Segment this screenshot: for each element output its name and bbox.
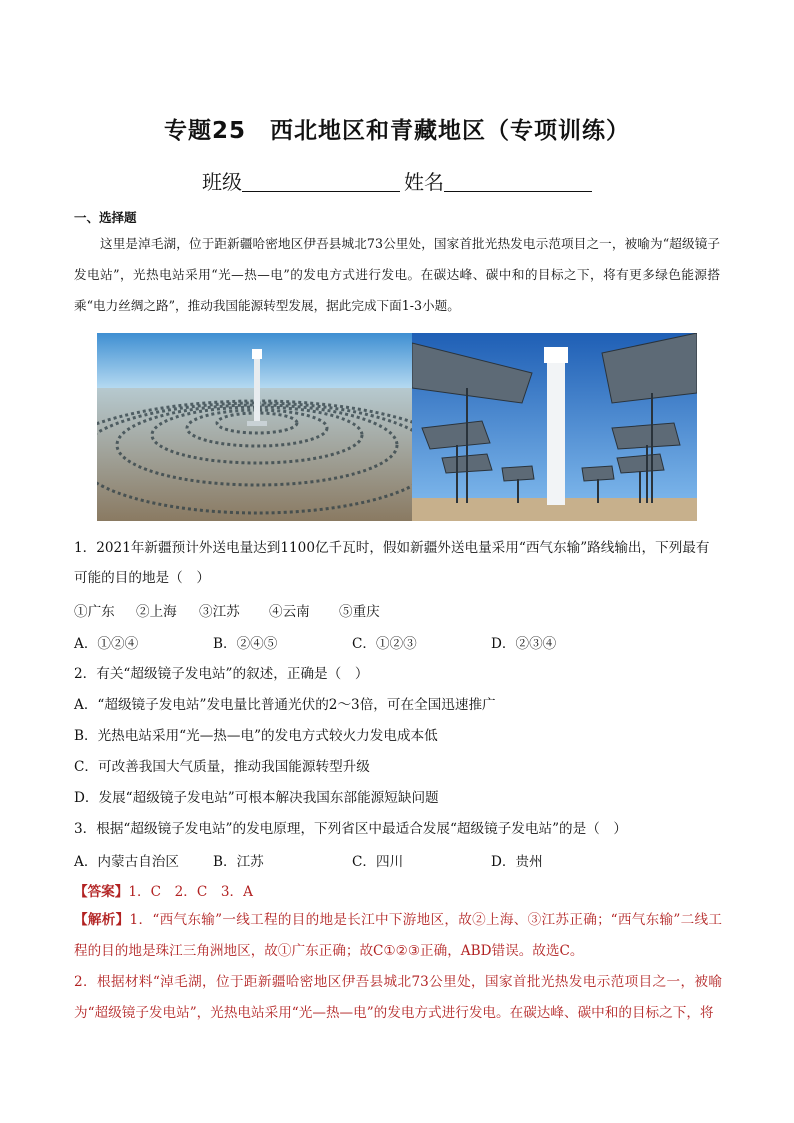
- question-2-stem: 2．有关“超级镜子发电站”的叙述，正确是（ ）: [74, 666, 369, 682]
- solar-field-photo: [97, 333, 412, 521]
- class-name-line: [0, 166, 794, 195]
- name-blank[interactable]: [444, 171, 592, 192]
- class-label: 班级: [202, 170, 242, 194]
- intro-paragraph: 这里是淖毛湖，位于距新疆哈密地区伊吾县城北73公里处，国家首批光热发电示范项目之一，被喻为“超级镜子发电站”，光热电站采用“光—热—电”的发电方式进行发电。在碳达峰、碳中和的目标之下，将有更多绿色能源搭乘“电力丝绸之路”，推动我国能源转型发展，据此完成下面1-3小题。: [74, 236, 720, 313]
- q3-option-a[interactable]: A．内蒙古自治区: [74, 854, 179, 870]
- q3-option-b[interactable]: B．江苏: [213, 854, 264, 870]
- q1-item: ⑤重庆: [339, 604, 380, 620]
- q2-option-d[interactable]: D．发展“超级镜子发电站”可根本解决我国东部能源短缺问题: [74, 790, 439, 806]
- name-label: 姓名: [404, 170, 444, 194]
- q1-item: ④云南: [269, 604, 310, 620]
- q1-item: ①广东: [74, 604, 115, 620]
- answer-label: 【答案】: [74, 884, 129, 900]
- q2-option-a[interactable]: A．“超级镜子发电站”发电量比普通光伏的2～3倍，可在全国迅速推广: [74, 697, 496, 713]
- analysis-text-1: 1．“西气东输”一线工程的目的地是长江中下游地区，故②上海、③江苏正确；“西气东输”二线工程的目的地是珠江三角洲地区，故①广东正确；故C①②③正确，ABD错误。故选C。: [74, 912, 723, 959]
- heliostat-tower-photo: [412, 333, 697, 521]
- question-3-stem: 3．根据“超级镜子发电站”的发电原理，下列省区中最适合发展“超级镜子发电站”的是（ ）: [74, 821, 628, 837]
- photo-strip: [97, 333, 697, 521]
- q1-option-c[interactable]: C．①②③: [352, 636, 417, 652]
- q2-option-c[interactable]: C．可改善我国大气质量，推动我国能源转型升级: [74, 759, 370, 775]
- question-1-stem: 1．2021年新疆预计外送电量达到1100亿千瓦时，假如新疆外送电量采用“西气东输”路线输出，下列最有 可能的目的地是（ ）: [74, 540, 710, 586]
- document-title: 专题25 西北地区和青藏地区（专项训练）: [163, 118, 630, 144]
- question-1-options: [74, 632, 556, 652]
- section-heading: 一、选择题: [74, 210, 137, 225]
- q3-option-d[interactable]: D．贵州: [491, 854, 543, 870]
- question-1-items: [74, 600, 380, 620]
- analysis-label: 【解析】: [74, 912, 130, 928]
- class-blank[interactable]: [242, 171, 400, 192]
- q1-option-b[interactable]: B．②④⑤: [213, 636, 278, 652]
- q1-item: ②上海: [136, 604, 177, 620]
- q2-option-b[interactable]: B．光热电站采用“光—热—电”的发电方式较火力发电成本低: [74, 728, 438, 744]
- answer-line: [74, 880, 253, 900]
- q1-option-a[interactable]: A．①②④: [74, 636, 139, 652]
- analysis-1: [74, 905, 722, 967]
- answer-text: 1．C 2．C 3．A: [128, 884, 253, 900]
- q3-option-c[interactable]: C．四川: [352, 854, 404, 870]
- q1-option-d[interactable]: D．②③④: [491, 636, 557, 652]
- q1-item: ③江苏: [199, 604, 240, 620]
- question-3-options: [74, 850, 543, 870]
- analysis-2: 2．根据材料“淖毛湖，位于距新疆哈密地区伊吾县城北73公里处，国家首批光热发电示范项目之一，被喻为“超级镜子发电站”，光热电站采用“光—热—电”的发电方式进行发电。在碳达峰、碳中和的目标之下，将: [74, 974, 722, 1021]
